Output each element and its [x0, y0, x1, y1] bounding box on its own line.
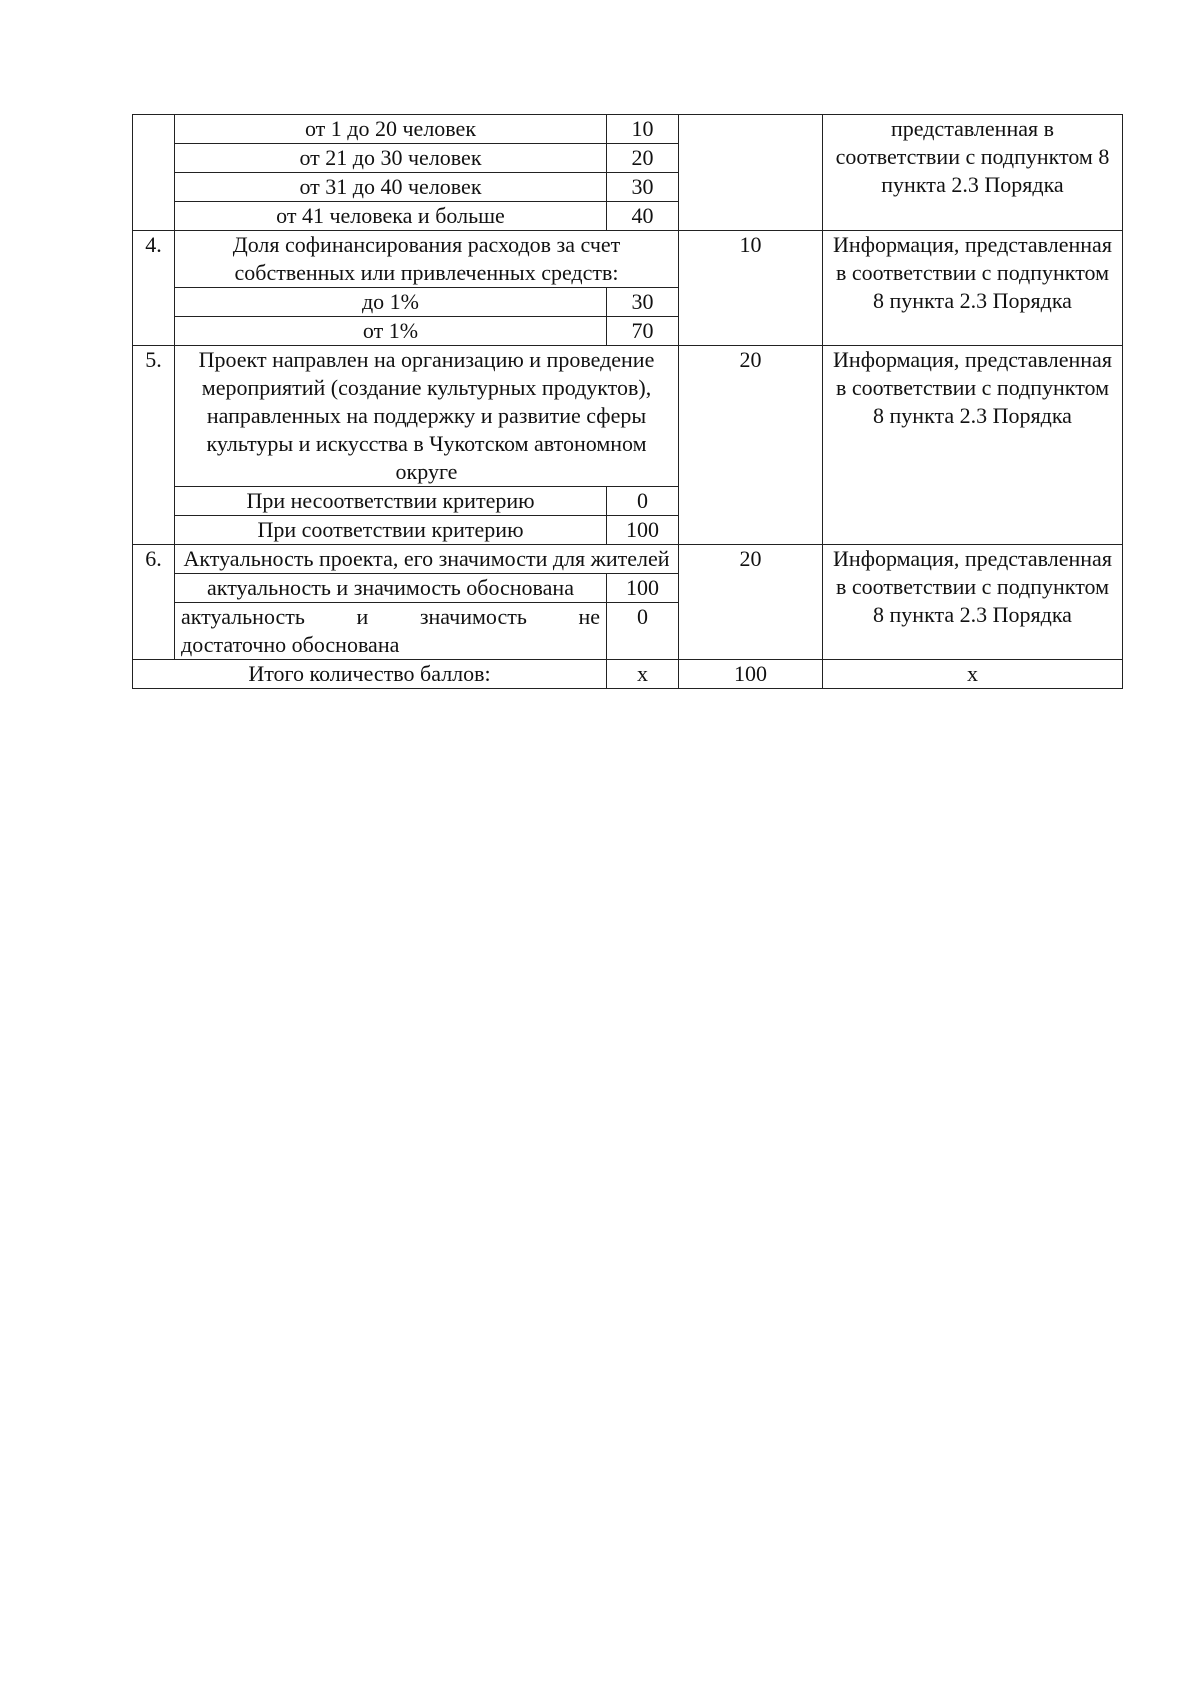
total-points: х — [607, 660, 679, 689]
option-points: 30 — [607, 288, 679, 317]
total-label: Итого количество баллов: — [133, 660, 607, 689]
option-points: 40 — [607, 202, 679, 231]
option-label: от 21 до 30 человек — [175, 144, 607, 173]
criterion-number — [133, 115, 175, 231]
option-label: от 41 человека и больше — [175, 202, 607, 231]
table-row — [133, 545, 1123, 574]
criterion-title: Актуальность проекта, его значимости для жителей — [175, 545, 679, 574]
evaluation-criteria-table — [132, 114, 1123, 689]
option-label: от 1 до 20 человек — [175, 115, 607, 144]
option-points: 20 — [607, 144, 679, 173]
criterion-source: Информация, представленная в соответствии с подпунктом 8 пункта 2.3 Порядка — [823, 545, 1123, 660]
criterion-title: Проект направлен на организацию и проведение мероприятий (создание культурных продуктов), направленных на поддержку и развитие сферы культуры и искусства в Чукотском автономном округе — [175, 346, 679, 487]
criterion-number: 6. — [133, 545, 175, 660]
option-label: от 31 до 40 человек — [175, 173, 607, 202]
total-source: х — [823, 660, 1123, 689]
option-label-line: актуальность и значимость не — [181, 604, 600, 629]
option-label: от 1% — [175, 317, 607, 346]
option-points: 0 — [607, 487, 679, 516]
total-row — [133, 660, 1123, 689]
table-row — [133, 346, 1123, 487]
option-points: 30 — [607, 173, 679, 202]
option-points: 100 — [607, 516, 679, 545]
option-label: до 1% — [175, 288, 607, 317]
option-points: 10 — [607, 115, 679, 144]
criterion-weight — [679, 115, 823, 231]
criterion-number: 5. — [133, 346, 175, 545]
option-label: При соответствии критерию — [175, 516, 607, 545]
option-label: При несоответствии критерию — [175, 487, 607, 516]
criterion-source: представленная в соответствии с подпунктом 8 пункта 2.3 Порядка — [823, 115, 1123, 231]
option-points: 70 — [607, 317, 679, 346]
criterion-source: Информация, представленная в соответствии с подпунктом 8 пункта 2.3 Порядка — [823, 231, 1123, 346]
option-points: 100 — [607, 574, 679, 603]
total-weight: 100 — [679, 660, 823, 689]
criterion-title: Доля софинансирования расходов за счет собственных или привлеченных средств: — [175, 231, 679, 288]
option-label: актуальность и значимость обоснована — [175, 574, 607, 603]
criterion-number: 4. — [133, 231, 175, 346]
option-label — [175, 603, 607, 660]
table-row — [133, 115, 1123, 144]
criterion-weight: 10 — [679, 231, 823, 346]
option-points: 0 — [607, 603, 679, 660]
criterion-weight: 20 — [679, 545, 823, 660]
criterion-weight: 20 — [679, 346, 823, 545]
criterion-source: Информация, представленная в соответствии с подпунктом 8 пункта 2.3 Порядка — [823, 346, 1123, 545]
option-label-line: достаточно обоснована — [181, 632, 400, 657]
table-row — [133, 231, 1123, 288]
